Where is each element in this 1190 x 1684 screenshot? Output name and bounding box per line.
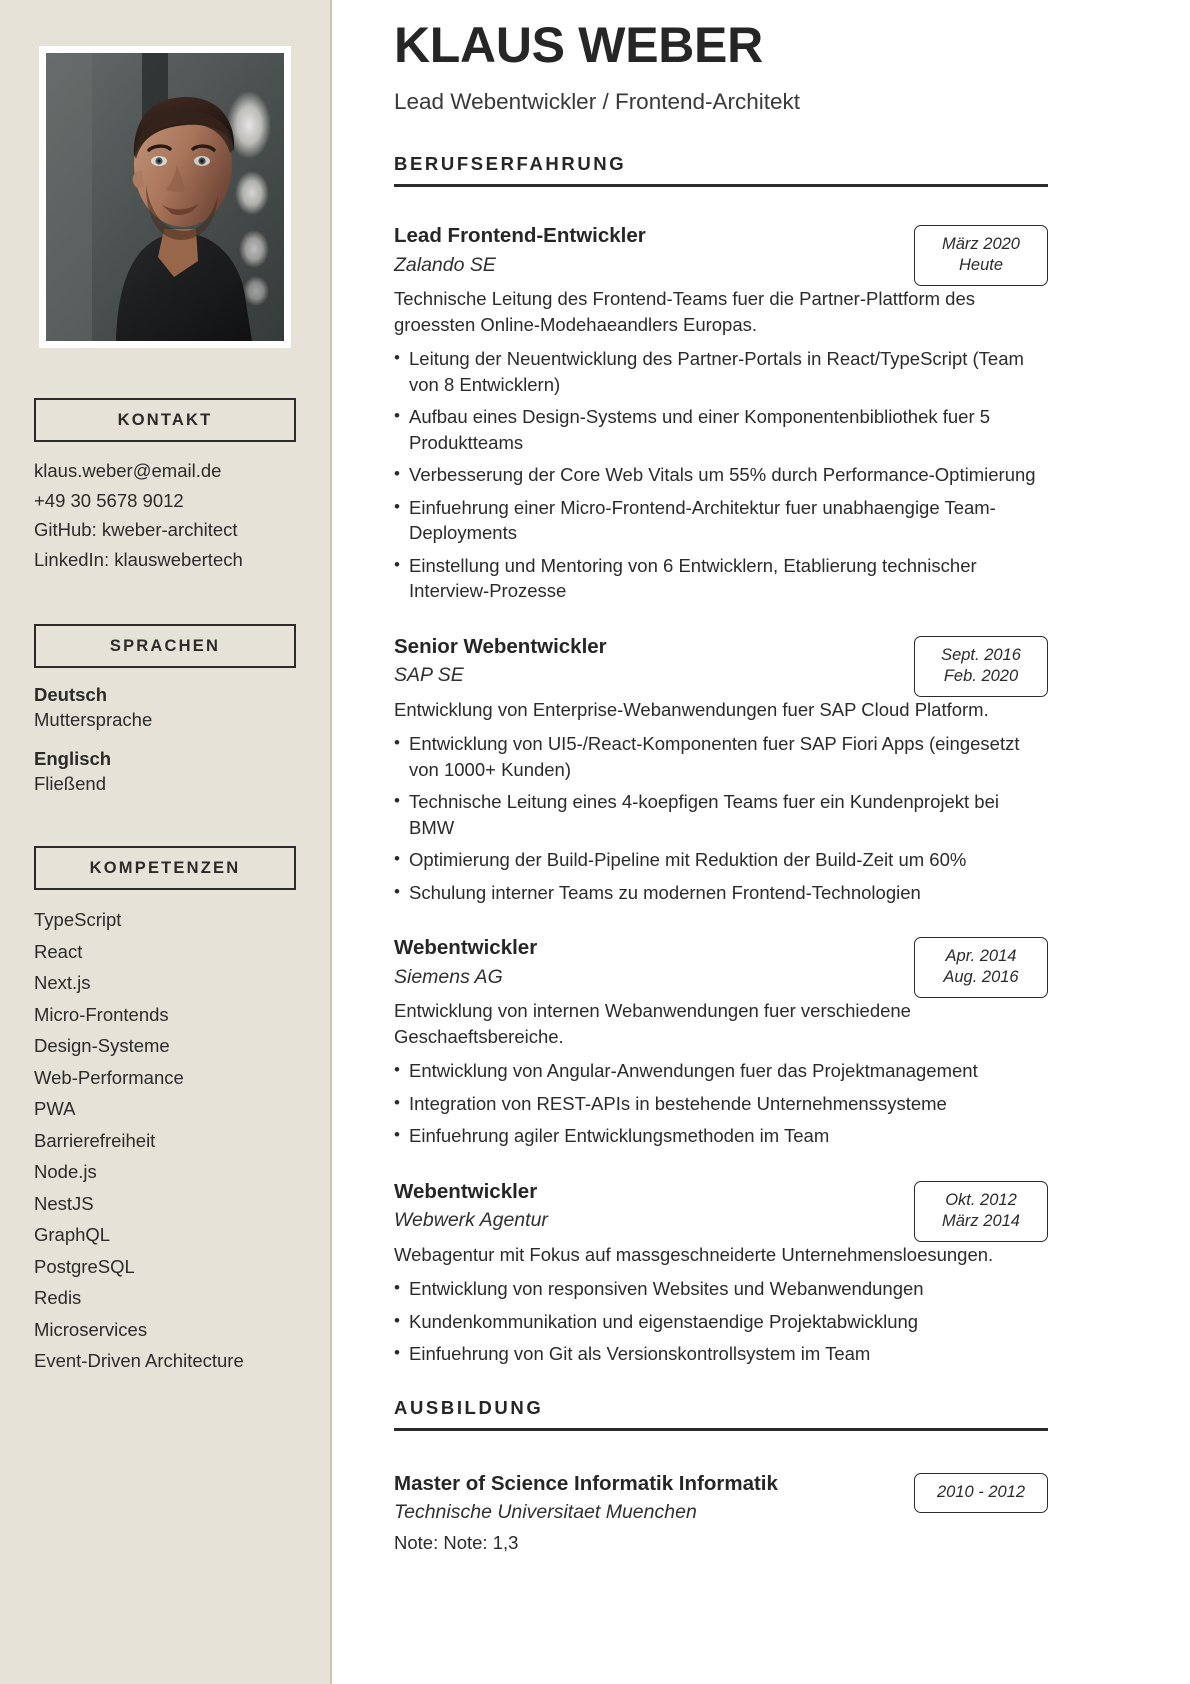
language-level: Fließend [34, 773, 106, 794]
bullet-item: • Einfuehrung einer Micro-Frontend-Architektur fuer unabhaengige Team-Deployments [394, 495, 1048, 546]
sidebar [0, 0, 332, 1684]
language-item [34, 746, 296, 796]
job-subtitle: Lead Webentwickler / Frontend-Architekt [394, 89, 801, 114]
education-date-box [914, 1473, 1048, 1513]
date-end: März 2014 [942, 1211, 1020, 1230]
entry-bullets [394, 1276, 1048, 1367]
languages-heading: SPRACHEN [34, 624, 296, 668]
entry-job-title: Webentwickler [394, 936, 538, 959]
bullet-item: • Entwicklung von Angular-Anwendungen fuer das Projektmanagement [394, 1058, 1048, 1084]
bullet-item: • Einstellung und Mentoring von 6 Entwicklern, Etablierung technischer Interview-Prozesse [394, 553, 1048, 604]
education-institution: Technische Universitaet Muenchen [394, 1501, 697, 1524]
skill-item: Micro-Frontends [34, 1003, 169, 1025]
skill-item: Barrierefreiheit [34, 1129, 156, 1151]
entry-description: Entwicklung von internen Webanwendungen fuer verschiedene Geschaeftsbereiche. [394, 1000, 911, 1047]
date-start: Sept. 2016 [941, 645, 1021, 664]
entry-header [394, 634, 1048, 697]
contact-linkedin: LinkedIn: klauswebertech [34, 548, 243, 570]
entry-company: Siemens AG [394, 965, 503, 988]
entry-date-box [914, 225, 1048, 286]
skill-item: Redis [34, 1287, 82, 1308]
bullet-item: • Aufbau eines Design-Systems und einer Komponentenbibliothek fuer 5 Produktteams [394, 404, 1048, 455]
experience-entry [394, 935, 1048, 1149]
entry-job-title: Senior Webentwickler [394, 634, 607, 658]
entry-job-title: Lead Frontend-Entwickler [394, 224, 646, 247]
education-degree: Master of Science Informatik Informatik [394, 1471, 778, 1495]
education-grade: Note: Note: 1,3 [394, 1532, 519, 1554]
language-level: Muttersprache [34, 709, 153, 730]
language-item [34, 682, 296, 732]
skill-item: GraphQL [34, 1224, 111, 1245]
skill-item: PostgreSQL [34, 1255, 135, 1277]
education-entry [394, 1471, 1048, 1556]
skill-item: Node.js [34, 1161, 97, 1182]
bullet-item: • Technische Leitung eines 4-koepfigen Teams fuer ein Kundenprojekt bei BMW [394, 789, 1048, 840]
bullet-item: • Optimierung der Build-Pipeline mit Reduktion der Build-Zeit um 60% [394, 847, 1048, 873]
experience-entry [394, 634, 1048, 906]
entry-company: SAP SE [394, 664, 464, 687]
date-start: Okt. 2012 [945, 1190, 1017, 1209]
entry-bullets [394, 346, 1048, 604]
bullet-item: • Integration von REST-APIs in bestehende Unternehmenssysteme [394, 1091, 1048, 1117]
entry-description: Entwicklung von Enterprise-Webanwendungen fuer SAP Cloud Platform. [394, 698, 989, 720]
entry-left [394, 223, 914, 283]
main-content [332, 0, 1190, 1684]
languages-list [34, 682, 296, 796]
bullet-item: • Einfuehrung von Git als Versionskontrollsystem im Team [394, 1341, 1048, 1367]
skill-item: NestJS [34, 1192, 94, 1214]
experience-entry [394, 223, 1048, 604]
contact-email: klaus.weber@email.de [34, 460, 222, 481]
bullet-item: • Schulung interner Teams zu modernen Frontend-Technologien [394, 880, 1048, 906]
entry-description: Webagentur mit Fokus auf massgeschneiderte Unternehmensloesungen. [394, 1243, 994, 1265]
contact-heading: KONTAKT [34, 398, 296, 442]
entry-company: Zalando SE [394, 253, 496, 276]
entry-job-title: Webentwickler [394, 1179, 538, 1203]
entry-bullets [394, 731, 1048, 905]
date-start: März 2020 [942, 235, 1020, 253]
skills-list [34, 904, 296, 1377]
photo-frame [39, 46, 291, 348]
entry-left [394, 935, 914, 995]
bullet-item: • Entwicklung von responsiven Websites und Webanwendungen [394, 1276, 1048, 1302]
bullet-item: • Kundenkommunikation und eigenstaendige Projektabwicklung [394, 1309, 1048, 1335]
entry-date-box [914, 937, 1048, 998]
bullet-item: • Entwicklung von UI5-/React-Komponenten fuer SAP Fiori Apps (eingesetzt von 1000+ Kunden) [394, 731, 1048, 782]
skill-item: Web-Performance [34, 1066, 184, 1088]
entry-left [394, 634, 914, 694]
bullet-item: • Verbesserung der Core Web Vitals um 55% durch Performance-Optimierung [394, 462, 1048, 488]
entry-left [394, 1471, 914, 1556]
experience-entry [394, 1179, 1048, 1367]
date-end: Feb. 2020 [943, 666, 1019, 685]
contact-list [34, 456, 296, 574]
education-section-heading: AUSBILDUNG [394, 1397, 1048, 1431]
entry-bullets [394, 1058, 1048, 1149]
skill-item: TypeScript [34, 909, 122, 930]
skills-heading: KOMPETENZEN [34, 846, 296, 890]
experience-section-heading: BERUFSERFAHRUNG [394, 153, 1048, 187]
skill-item: Microservices [34, 1318, 148, 1340]
skill-item: Design-Systeme [34, 1035, 170, 1056]
bullet-item: • Einfuehrung agiler Entwicklungsmethoden im Team [394, 1123, 1048, 1149]
contact-github: GitHub: kweber-architect [34, 519, 238, 540]
date-start: Apr. 2014 [945, 947, 1017, 965]
skill-item: PWA [34, 1098, 76, 1119]
entry-description: Technische Leitung des Frontend-Teams fuer die Partner-Plattform des groessten Online-Modehaeandlers Europas. [394, 288, 975, 335]
skill-item: Next.js [34, 972, 91, 993]
entry-header [394, 223, 1048, 286]
entry-header [394, 1179, 1048, 1242]
date-end: Aug. 2016 [943, 968, 1019, 986]
entry-date-box [914, 636, 1048, 697]
contact-phone: +49 30 5678 9012 [34, 489, 184, 511]
date-end: Heute [958, 256, 1004, 274]
skill-item: React [34, 940, 83, 962]
entry-header [394, 1471, 1048, 1556]
language-name: Englisch [34, 748, 112, 769]
skill-item: Event-Driven Architecture [34, 1350, 244, 1371]
entry-left [394, 1179, 914, 1239]
date-range: 2010 - 2012 [936, 1482, 1026, 1501]
bullet-item: • Leitung der Neuentwicklung des Partner-Portals in React/TypeScript (Team von 8 Entwicklern) [394, 346, 1048, 397]
page-title: KLAUS WEBER [394, 17, 763, 73]
language-name: Deutsch [34, 684, 107, 705]
entry-date-box [914, 1181, 1048, 1242]
entry-header [394, 935, 1048, 998]
entry-company: Webwerk Agentur [394, 1209, 548, 1232]
portrait-photo [46, 53, 284, 341]
